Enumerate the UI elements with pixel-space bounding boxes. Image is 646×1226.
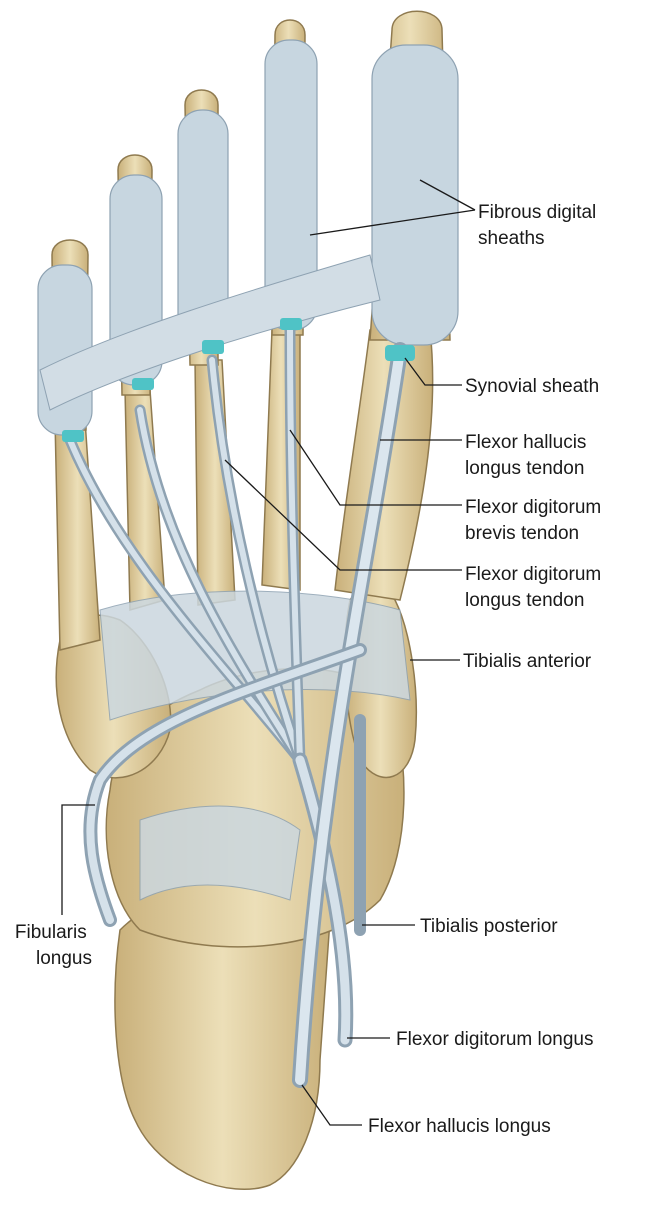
label-synovial-sheath: Synovial sheath xyxy=(465,376,600,397)
toe-1-sheath xyxy=(372,45,458,345)
label-fibularis-longus: Fibularis longus xyxy=(14,922,92,969)
label-flexor-digitorum-brevis-tendon: Flexor digitorum brevis tendon xyxy=(465,497,602,544)
label-tibialis-posterior: Tibialis posterior xyxy=(420,916,558,937)
label-flexor-hallucis-longus: Flexor hallucis longus xyxy=(368,1116,551,1137)
label-flexor-digitorum-longus-tendon: Flexor digitorum longus tendon xyxy=(465,564,602,611)
label-flexor-hallucis-longus-tendon: Flexor hallucis longus tendon xyxy=(465,432,587,479)
label-fibrous-digital-sheaths: Fibrous digital sheaths xyxy=(478,202,597,249)
label-flexor-digitorum-longus: Flexor digitorum longus xyxy=(396,1029,594,1050)
label-tibialis-anterior: Tibialis anterior xyxy=(463,651,592,672)
